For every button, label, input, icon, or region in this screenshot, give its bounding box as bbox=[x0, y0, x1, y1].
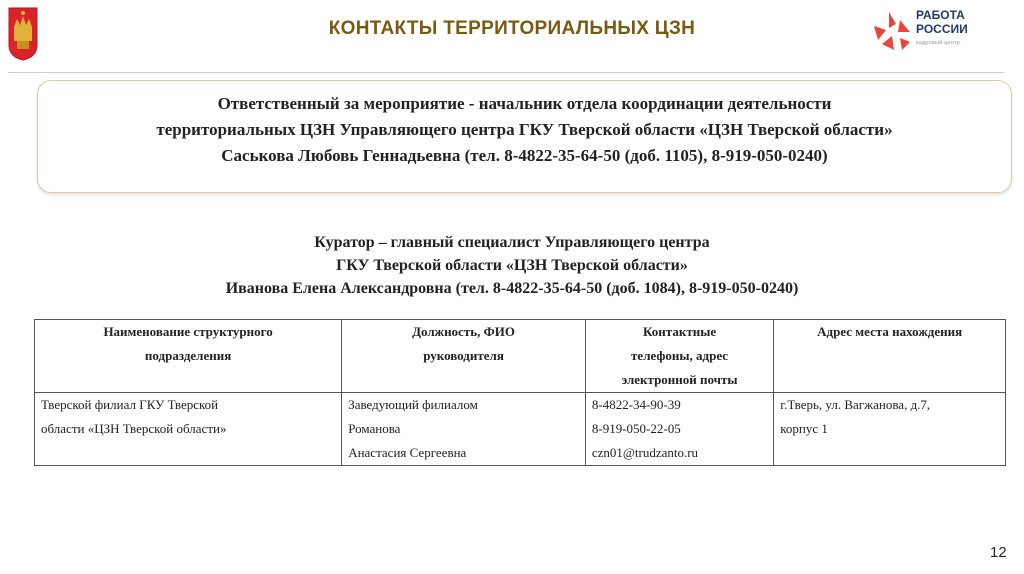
curator-line: Иванова Елена Александровна (тел. 8-4822-35-64-50 (доб. 1084), 8-919-050-0240) bbox=[225, 280, 799, 297]
header-contacts: Контактные телефоны, адрес электронной почты bbox=[585, 320, 773, 393]
email-text: czn01@trudzanto.ru bbox=[591, 445, 699, 460]
responsible-line: Саськова Любовь Геннадьевна (тел. 8-4822-35-64-50 (доб. 1105), 8-919-050-0240) bbox=[221, 146, 828, 165]
logo-subtitle: кадровый центр bbox=[916, 40, 960, 46]
curator-line: ГКУ Тверской области «ЦЗН Тверской области» bbox=[336, 257, 688, 274]
responsible-line: территориальных ЦЗН Управляющего центра ГКУ Тверской области «ЦЗН Тверской области» bbox=[156, 120, 893, 139]
curator-line: Куратор – главный специалист Управляющего центра bbox=[314, 234, 710, 251]
page-number: 12 bbox=[990, 544, 1007, 561]
contacts-table bbox=[34, 319, 1006, 466]
header-address: Адрес места нахождения bbox=[774, 320, 1006, 393]
responsible-line: Ответственный за мероприятие - начальник отдела координации деятельности bbox=[217, 94, 832, 113]
table-header-row bbox=[35, 320, 1006, 393]
responsible-person-box bbox=[37, 80, 1012, 193]
table-row bbox=[35, 393, 1006, 466]
header-division: Наименование структурного подразделения bbox=[35, 320, 342, 393]
logo-wordmark: РАБОТА РОССИИ bbox=[916, 8, 968, 36]
cell-head: Заведующий филиалом Романова Анастасия Сергеевна bbox=[342, 393, 586, 466]
page-title: КОНТАКТЫ ТЕРРИТОРИАЛЬНЫХ ЦЗН bbox=[328, 18, 696, 39]
cell-contacts: 8-4822-34-90-39 8-919-050-22-05 czn01@trudzanto.ru bbox=[585, 393, 773, 466]
cell-division: Тверской филиал ГКУ Тверской области «ЦЗН Тверской области» bbox=[35, 393, 342, 466]
header-position: Должность, ФИО руководителя bbox=[342, 320, 586, 393]
curator-block bbox=[0, 231, 1024, 300]
header-divider bbox=[8, 72, 1004, 73]
cell-address: г.Тверь, ул. Вагжанова, д.7, корпус 1 bbox=[774, 393, 1006, 466]
